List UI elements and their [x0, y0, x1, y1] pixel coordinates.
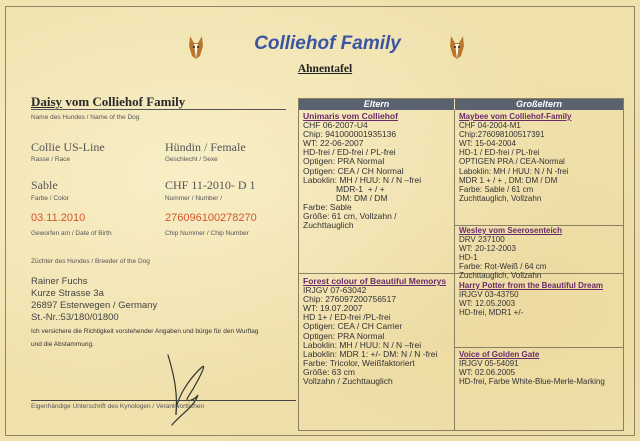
- grandparent-3-details: IRJGV 03-43750 WT: 12.05.2003 HD-frei, MDR1 +/-: [459, 290, 524, 318]
- grandparents-header: Großeltern: [455, 99, 623, 110]
- signature-line: [31, 400, 296, 401]
- dam-cell: [303, 277, 446, 386]
- dob-value: 03.11.2010: [31, 212, 86, 224]
- gp3-gp4-divider: [455, 347, 623, 348]
- sire-cell: [303, 112, 421, 230]
- collie-head-icon-right: [447, 34, 467, 60]
- page-subtitle: Ahnentafel: [297, 63, 353, 75]
- grandparent-2-cell: [459, 226, 562, 281]
- number-caption: Nummer / Number /: [165, 195, 223, 202]
- parents-header: Eltern: [299, 99, 454, 110]
- dob-caption: Geworfen am / Date of Birth: [31, 230, 112, 237]
- breeder-name: Rainer Fuchs: [31, 276, 88, 287]
- grandparent-1-name: Maybee vom Colliehof-Family: [459, 112, 572, 121]
- number-value: CHF 11-2010- D 1: [165, 178, 256, 192]
- table-column-divider: [454, 110, 455, 430]
- dog-name-caption: Name des Hundes / Name of the Dog: [31, 114, 140, 121]
- grandparent-3-name: Harry Potter from the Beautiful Dream: [459, 281, 604, 290]
- breeder-caption: Züchter des Hundes / Breeder of the Dog: [31, 258, 150, 265]
- breeder-tax-number: St.-Nr.:53/180/01800: [31, 312, 119, 323]
- handwritten-signature: [150, 345, 230, 430]
- breeder-city: 26897 Esterwegen / Germany: [31, 300, 158, 311]
- dam-name: Forest colour of Beautiful Memorys: [303, 276, 447, 286]
- grandparent-1-details: CHF 04-2004-M1 Chip:276098100517391 WT: 15-04-2004 HD-1 / ED-frei / PL-frei OPTIGEN PRA / CEA-Normal Laboklin: MH / HUU: N / N -frei MDR 1 + / + , DM: DM / DM Farbe: Sable / 61 cm Zuchttauglich, Vollzahn: [459, 121, 569, 203]
- dog-name-underlined: Daisy: [31, 94, 63, 109]
- sire-name: Unimaris vom Colliehof: [303, 111, 398, 121]
- breed-value: Collie US-Line: [31, 140, 105, 154]
- sex-value: Hündin / Female: [165, 140, 246, 154]
- grandparent-4-cell: [459, 350, 605, 386]
- dog-name-rest: vom Colliehof Family: [62, 94, 186, 109]
- grandparent-4-details: IRJGV 05-54091 WT: 02.06.2005 HD-frei, Farbe White-Blue-Merle-Marking: [459, 359, 605, 387]
- breed-caption: Rasse / Race: [31, 156, 71, 163]
- declaration-line-1: Ich versichere die Richtigkeit vorstehender Angaben und bürge für den Wurftag: [31, 328, 259, 335]
- dam-details: IRJGV 07-63042 Chip: 276097200756517 WT: 19.07.2007 HD 1+ / ED-frei /PL-frei Optigen: CEA / CH Carrier Optigen: PRA Normal Laboklin: MH / HUU: N / N –frei Laboklin: MDR 1: +/- DM: N / N -frei Farbe: Tricolor, Weißfaktoriert Größe: 63 cm Vollzahn / Zuchttauglich: [303, 285, 438, 387]
- color-value: Sable: [31, 178, 58, 192]
- color-caption: Farbe / Color: [31, 195, 69, 202]
- dog-name-rule: [31, 109, 286, 110]
- grandparent-1-cell: [459, 112, 571, 203]
- chip-value: 276096100278270: [165, 212, 257, 224]
- chip-caption: Chip Nummer / Chip Number: [165, 230, 249, 237]
- page-title: Colliehof Family: [254, 33, 401, 54]
- grandparent-2-details: DRV 237100 WT: 20-12-2003 HD-1 Farbe: Rot-Weiß / 64 cm Zuchttauglich, Vollzahn: [459, 235, 547, 281]
- grandparent-3-cell: [459, 281, 603, 317]
- declaration-line-2: und die Abstammung.: [31, 341, 94, 348]
- collie-head-icon-left: [186, 34, 206, 60]
- sex-caption: Geschlecht / Sexe: [165, 156, 218, 163]
- grandparent-2-name: Wesley vom Seerosenteich: [459, 226, 563, 235]
- breeder-street: Kurze Strasse 3a: [31, 288, 104, 299]
- dog-name: [31, 94, 185, 110]
- signature-caption: Eigenhändige Unterschrift des Kynologen / Verantwortlichen: [31, 403, 205, 410]
- grandparent-4-name: Voice of Golden Gate: [459, 350, 540, 359]
- sire-details: CHF 06-2007-U4 Chip: 941000001935136 WT: 22-06-2007 HD-frei / ED-frei / PL-frei Optigen: PRA Normal Optigen: CEA / CH Normal Laboklin: MH / HUU: N / N –frei MDR-1 + / + DM: DM / DM Farbe: Sable Größe: 61 cm, Vollzahn / Zuchttauglich: [303, 120, 422, 231]
